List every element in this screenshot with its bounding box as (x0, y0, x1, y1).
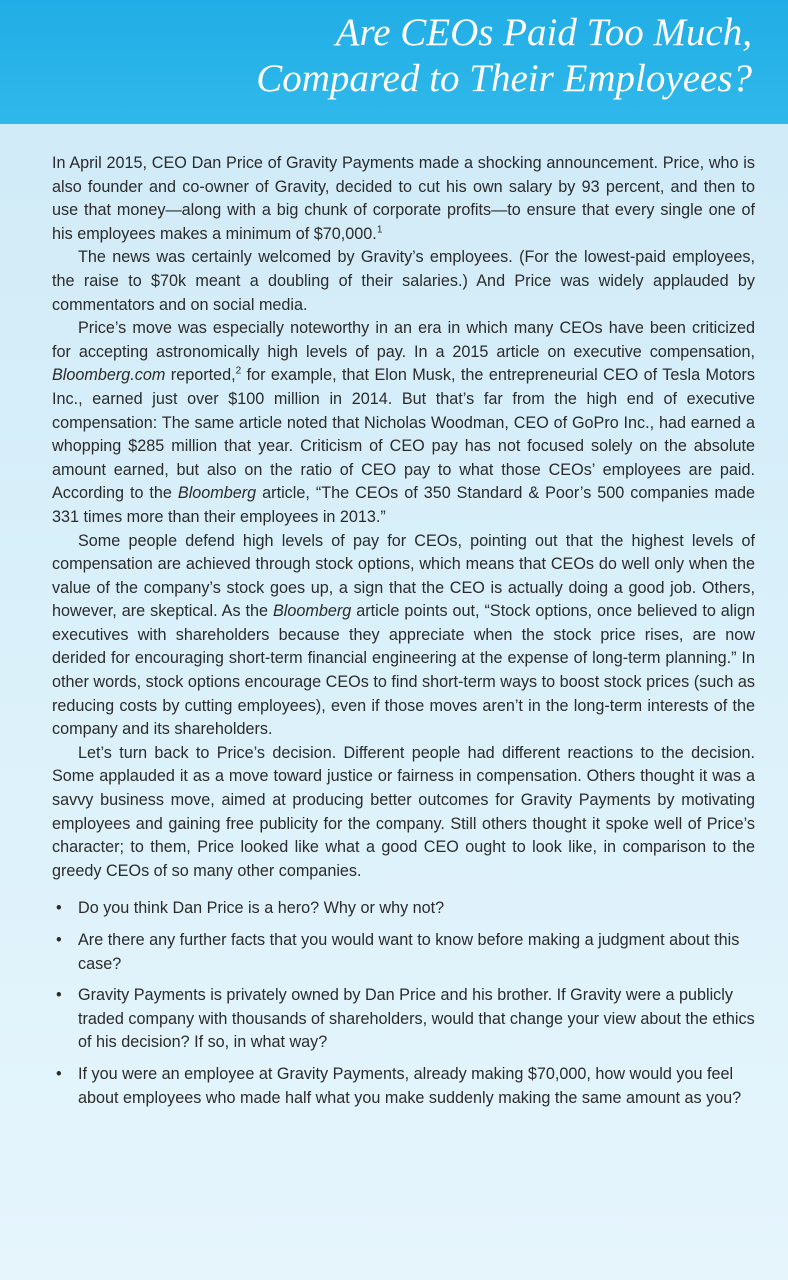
question-item (52, 929, 755, 976)
paragraph-1-text: In April 2015, CEO Dan Price of Gravity Payments made a shocking announcement. Price, who is also founder and co-owner of Gravity, decided to cut his own salary by 93 percent, and then to use that money—along with a big chunk of corporate profits—to ensure that every single one of his employees makes a minimum of $70,000. (52, 154, 755, 243)
page-title (256, 10, 752, 102)
bullet-icon: • (56, 986, 62, 1005)
paragraph-3 (52, 317, 755, 529)
question-item (52, 897, 755, 921)
footnote-ref-2: 2 (235, 365, 242, 377)
paragraph-2: The news was certainly welcomed by Gravity’s employees. (For the lowest-paid employees, the raise to $70k meant a doubling of their salaries.) And Price was widely applauded by commentators and on social media. (52, 248, 755, 314)
paragraph-3-part-4: article, “The CEOs of 350 Standard & Poor’s 500 companies made 331 times more than their employees in 2013.” (52, 484, 755, 526)
paragraph-3-part-2: reported, (165, 366, 236, 385)
question-item (52, 1063, 755, 1110)
paragraph-4 (52, 530, 755, 742)
question-text: If you were an employee at Gravity Payments, already making $70,000, how would you feel about employees who made half what you make suddenly making the same amount as you? (78, 1064, 742, 1107)
paragraph-4-part-1: Some people defend high levels of pay for CEOs, pointing out that the highest levels of compensation are achieved through stock options, which means that CEOs do well only when the value of the company’s stock goes up, a sign that the CEO is actually doing a good job. Others, however, are skeptical. As the (52, 531, 755, 621)
title-line-1: Are CEOs Paid Too Much, (335, 11, 752, 54)
footnote-ref-1: 1 (376, 224, 383, 236)
paragraph-1 (52, 152, 755, 246)
bullet-icon: • (56, 931, 62, 949)
case-study-body (52, 152, 755, 1118)
bullet-icon: • (56, 899, 62, 918)
question-text: Gravity Payments is privately owned by Dan Price and his brother. If Gravity were a publicly traded company with thousands of shareholders, would that change your view about the ethics of his decision? If so, in what way? (78, 986, 755, 1052)
paragraph-3-part-3: for example, that Elon Musk, the entrepreneurial CEO of Tesla Motors Inc., earned just over $100 million in 2014. But that’s far from the high end of executive compensation: The same article noted that Nicholas Woodman, CEO of GoPro Inc., had earned a whopping $285 million that year. Criticism of CEO pay has not focused solely on the absolute amount earned, but also on the ratio of CEO pay to what those CEOs’ employees are paid. According to the (52, 366, 755, 503)
source-bloomberg-com: Bloomberg.com (52, 366, 166, 385)
question-text: Are there any further facts that you would want to know before making a judgment about this case? (78, 931, 740, 973)
title-line-2: Compared to Their Employees? (256, 57, 752, 100)
question-item (52, 984, 755, 1055)
source-bloomberg: Bloomberg (177, 484, 257, 503)
bullet-icon: • (56, 1064, 62, 1083)
question-text: Do you think Dan Price is a hero? Why or why not? (78, 899, 445, 918)
paragraph-5: Let’s turn back to Price’s decision. Different people had different reactions to the decision. Some applauded it as a move toward justice or fairness in compensation. Others thought it was a savvy business move, aimed at producing better outcomes for Gravity Payments by motivating employees and gaining free publicity for the company. Still others thought it spoke well of Price’s character; to them, Price looked like what a good CEO ought to look like, in comparison to the greedy CEOs of so many other companies. (52, 743, 755, 880)
paragraph-3-part-1: Price’s move was especially noteworthy in an era in which many CEOs have been criticized for accepting astronomically high levels of pay. In a 2015 article on executive compensation, (52, 319, 755, 361)
title-banner (0, 0, 788, 124)
paragraph-4-part-2: article points out, “Stock options, once believed to align executives with shareholders because they appreciate when the stock price rises, are now derided for encouraging short-term financial engineering at the expense of long-term planning.” In other words, stock options encourage CEOs to find short-term ways to boost stock prices (such as reducing costs by cutting employees), even if those moves aren’t in the long-term interests of the company and its shareholders. (52, 602, 755, 739)
source-bloomberg-2: Bloomberg (272, 602, 352, 621)
discussion-questions (52, 897, 755, 1110)
